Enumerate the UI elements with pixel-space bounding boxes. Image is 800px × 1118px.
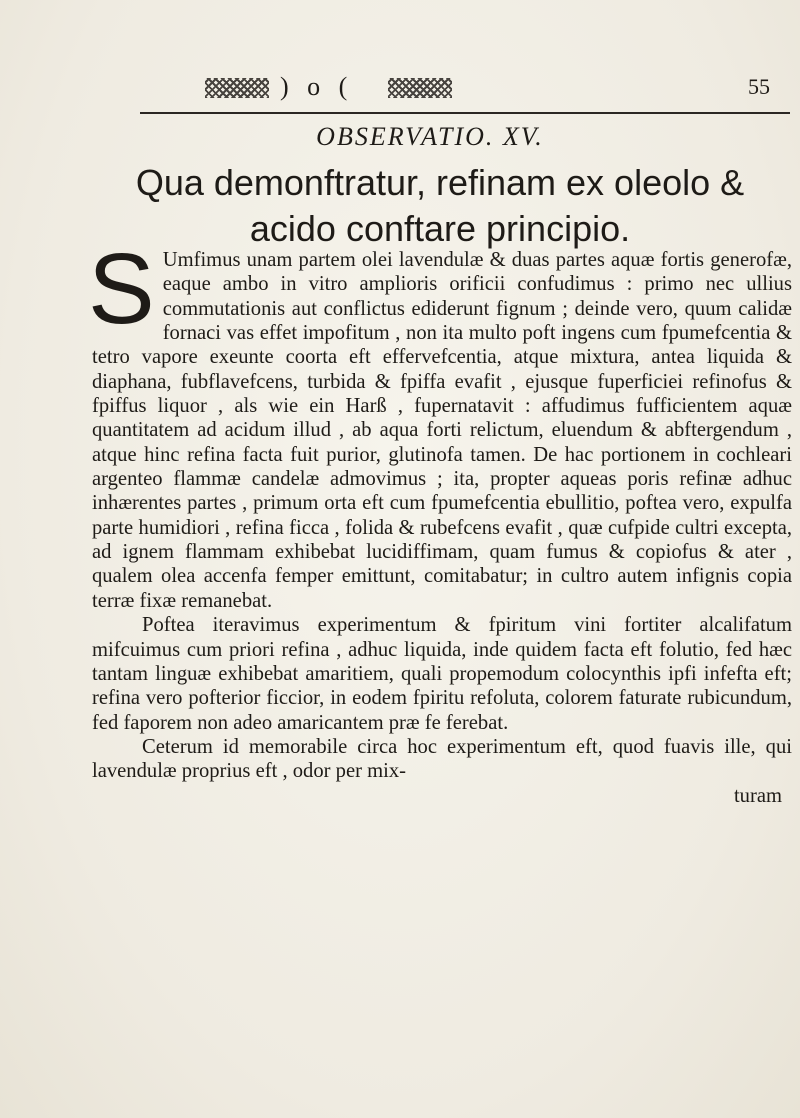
header-rule <box>140 112 790 114</box>
observation-title: OBSERVATIO. XV. <box>316 122 544 151</box>
heading-line-2: acido conftare principio. <box>249 208 631 249</box>
heading-line-1: Qua demonftratur, refinam ex oleolo & <box>135 162 745 203</box>
right-ornament <box>388 78 452 98</box>
paragraph-3: Ceterum id memorabile circa hoc experimentum eft, quod fuavis ille, qui lavendulæ proprius eft , odor per mix- <box>92 735 792 783</box>
section-heading <box>90 160 790 252</box>
drop-cap: S <box>88 233 155 345</box>
left-ornament <box>205 78 269 98</box>
paragraph-1 <box>88 233 792 613</box>
paragraph-2: Poftea iteravimus experimentum & fpiritum vini fortiter alcalifatum mifcuimus cum priori refina , adhuc liquida, inde quidem facta eft folutio, fed hæc tantam linguæ exhibebat amaritiem, quali propemodum colocynthis ipfi infefta eft; refina vero pofterior ficcior, in eodem fpiritu refoluta, colorem faturate rubicundum, fed faporem non adeo amaricantem præ fe ferebat. <box>92 614 792 734</box>
page-header <box>170 72 770 102</box>
body-text <box>88 233 792 808</box>
catchword: turam <box>733 784 782 807</box>
paragraph-1-text: Umfimus unam partem olei lavendulæ & duas partes aquæ fortis generofæ, eaque ambo in vitro amplioris orificii confudimus : primo nec ullius commutationis aut conflictus ediderunt fignum ; deinde vero, quum calidæ fornaci vas effet impofitum , non ita multo poft ingens cum fpumefcentia & tetro vapore exeunte coorta eft effervefcentia, atque mixtura, antea liquida & diaphana, fubflavefcens, turbida & fpiffa evafit , ejusque fuperficiei refinofus & fpiffus liquor , als wie ein Harß , fupernatavit : affudimus fufficientem aquæ quantitatem ad acidum illud , ab aqua forti relictum, eluendum & abftergendum , atque hinc refina facta fuit purior, glutinofa tamen. De hac portionem in cochleari argenteo flammæ candelæ admovimus ; ita, propter aqueas poris refinæ adhuc inhærentes partes , primum orta eft cum fpumefcentia ebullitio, poftea vero, expulfa parte humidiori , refina ficca , folida & rubefcens evafit , quæ cufpide cultri excepta, ad ignem flammam exhibebat lucidiffimam, quam fumus & copiofus & ater , qualem olea accenfa femper emittunt, comitabatur; in cultro autem infignis copia terræ fixæ remanebat. <box>92 249 792 612</box>
header-mark: ) o ( <box>280 72 354 101</box>
page-number: 55 <box>748 74 770 99</box>
